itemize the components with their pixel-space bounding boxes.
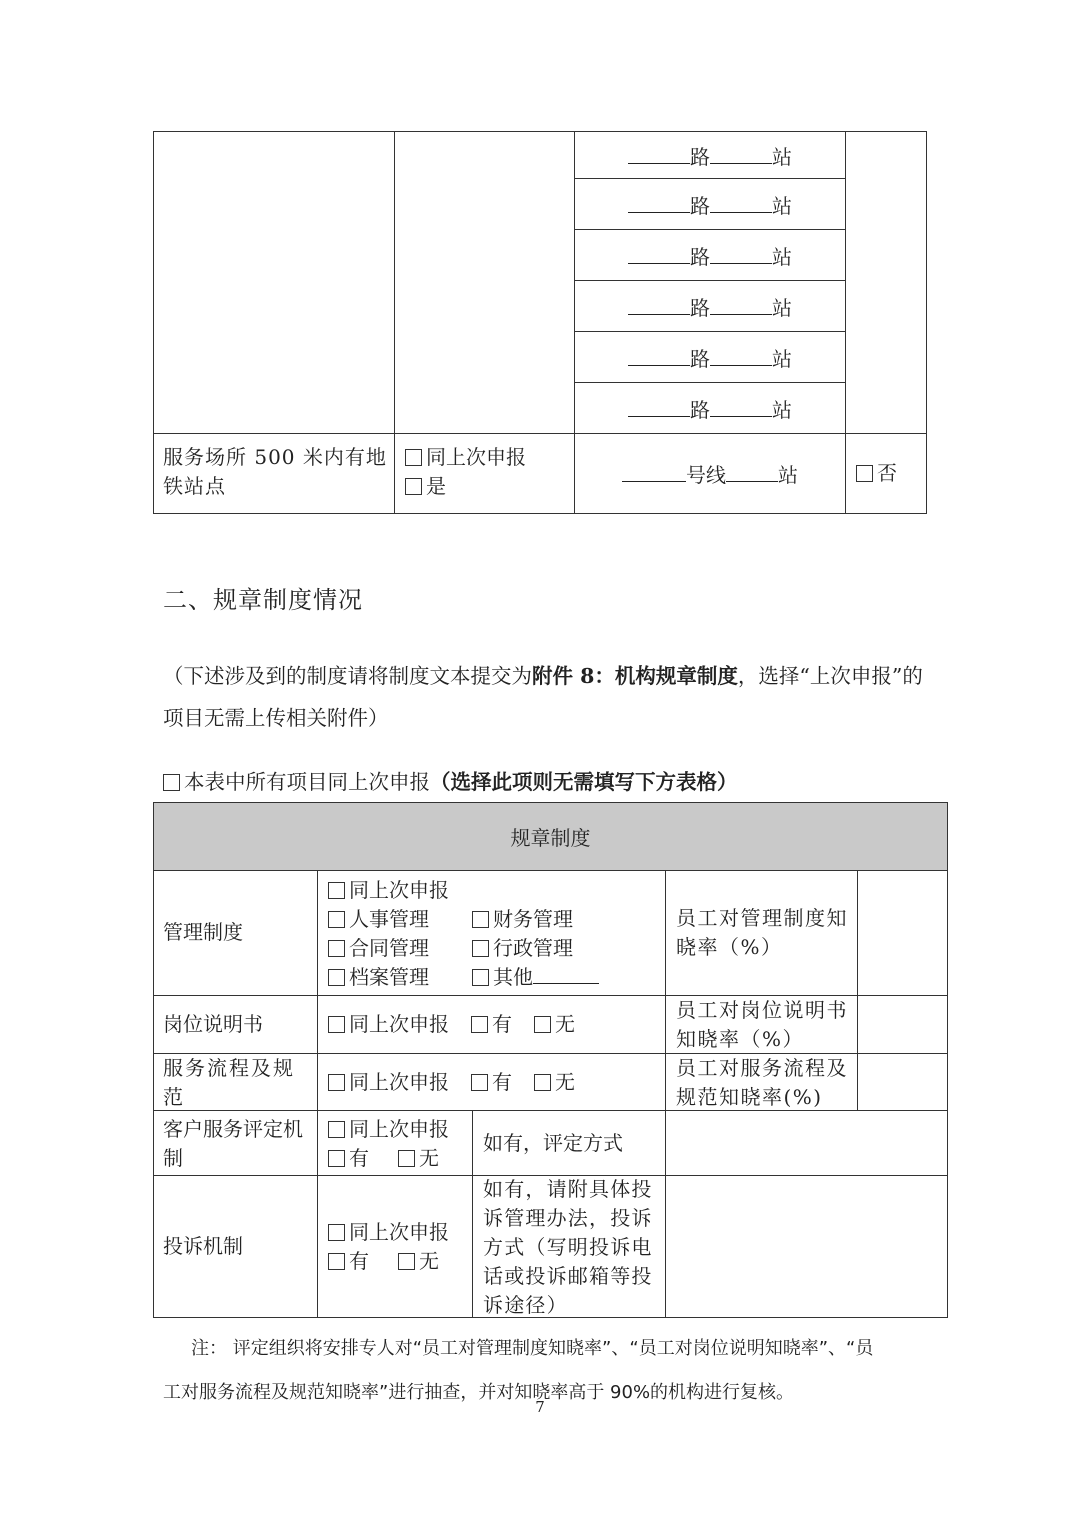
checkbox[interactable]: [472, 969, 489, 986]
section-heading: 二、规章制度情况: [163, 586, 363, 614]
checkbox[interactable]: [328, 1224, 345, 1241]
checkbox[interactable]: [328, 1074, 345, 1091]
checkbox[interactable]: [398, 1150, 415, 1167]
checkbox[interactable]: [398, 1253, 415, 1270]
bus-route-row: 路 站: [575, 332, 845, 382]
metro-label: 服务场所 500 米内有地铁站点: [163, 445, 387, 498]
row-label-service-process: 服务流程及规范: [163, 1056, 295, 1109]
page-number: 7: [535, 1398, 545, 1416]
management-rate-label: 员工对管理制度知晓率（%）: [676, 906, 848, 959]
metro-options: 同上次申报 是: [405, 443, 575, 501]
complaint-options: 同上次申报 有 无: [328, 1218, 470, 1276]
complaint-detail-input[interactable]: [666, 1176, 947, 1317]
checkbox[interactable]: [472, 911, 489, 928]
all-same-option: 本表中所有项目同上次申报（选择此项则无需填写下方表格）: [163, 768, 738, 796]
complaint-detail-label: 如有，请附具体投诉管理办法，投诉方式（写明投诉电话或投诉邮箱等投诉途径）: [483, 1177, 653, 1317]
bus-route-row: 路 站: [575, 281, 845, 331]
footnote-line-1: 注： 评定组织将安排专人对“员工对管理制度知晓率”、“员工对岗位说明知晓率”、“员: [191, 1338, 874, 1359]
checkbox[interactable]: [471, 1016, 488, 1033]
checkbox[interactable]: [534, 1016, 551, 1033]
footnote-line-2: 工对服务流程及规范知晓率”进行抽查，并对知晓率高于 90%的机构进行复核。: [163, 1382, 795, 1403]
checkbox[interactable]: [328, 1016, 345, 1033]
checkbox[interactable]: [534, 1074, 551, 1091]
customer-evaluation-method-label: 如有，评定方式: [483, 1131, 623, 1155]
checkbox[interactable]: [328, 882, 345, 899]
checkbox[interactable]: [163, 774, 180, 791]
row-label-complaint: 投诉机制: [163, 1234, 243, 1258]
metro-option-no: 否: [856, 459, 897, 488]
job-description-options: 同上次申报 有 无: [328, 1010, 663, 1039]
checkbox[interactable]: [328, 1150, 345, 1167]
service-process-rate-input[interactable]: [858, 1054, 947, 1110]
management-rate-input[interactable]: [858, 871, 947, 995]
checkbox[interactable]: [328, 1121, 345, 1138]
row-label-customer-evaluation: 客户服务评定机制: [163, 1117, 303, 1170]
checkbox[interactable]: [471, 1074, 488, 1091]
bus-route-row: 路 站: [575, 131, 845, 178]
customer-evaluation-options: 同上次申报 有 无: [328, 1115, 470, 1173]
table-header-label: 规章制度: [510, 826, 591, 850]
management-options: 同上次申报 人事管理 财务管理 合同管理 行政管理 档案管理 其他: [328, 876, 658, 992]
checkbox[interactable]: [405, 449, 422, 466]
checkbox[interactable]: [472, 940, 489, 957]
bus-route-row: 路 站: [575, 230, 845, 280]
service-process-options: 同上次申报 有 无: [328, 1068, 663, 1097]
checkbox[interactable]: [328, 969, 345, 986]
customer-evaluation-method-input[interactable]: [666, 1111, 947, 1175]
checkbox[interactable]: [328, 1253, 345, 1270]
service-process-rate-label: 员工对服务流程及规范知晓率(%): [676, 1056, 848, 1109]
row-label-job-description: 岗位说明书: [163, 1012, 263, 1036]
job-description-rate-input[interactable]: [858, 996, 947, 1053]
checkbox[interactable]: [856, 465, 873, 482]
row-label-management: 管理制度: [163, 920, 243, 944]
checkbox[interactable]: [328, 940, 345, 957]
job-description-rate-label: 员工对岗位说明书知晓率（%）: [676, 998, 848, 1051]
checkbox[interactable]: [405, 478, 422, 495]
bus-route-row: 路 站: [575, 179, 845, 229]
bus-route-row: 路 站: [575, 383, 845, 433]
section-note: （下述涉及到的制度请将制度文本提交为附件 8：机构规章制度，选择“上次申报”的项目无需上传相关附件）: [163, 664, 923, 730]
checkbox[interactable]: [328, 911, 345, 928]
